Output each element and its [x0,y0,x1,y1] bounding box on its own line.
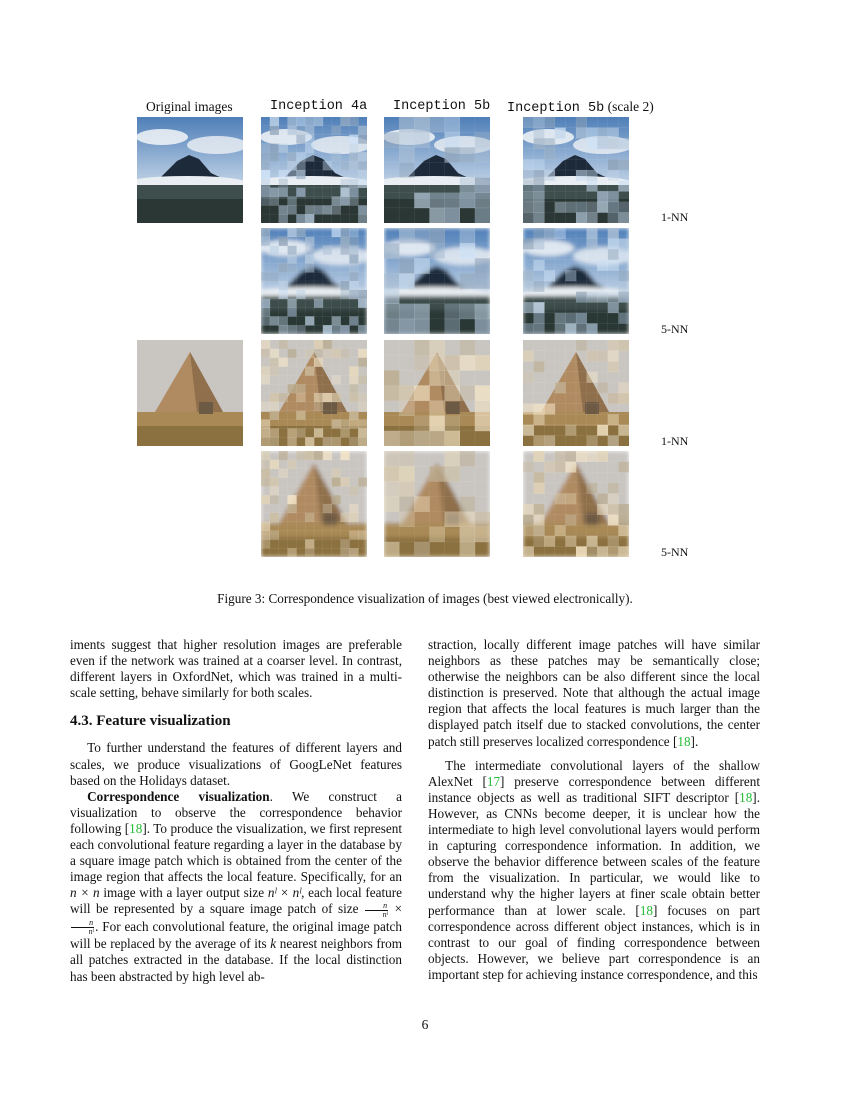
math-fraction [365,902,388,919]
pyramid-inception-5b-5nn [384,451,490,557]
figure-column-header-inception-5b: Inception 5b [393,99,491,114]
column-header-layer: Inception 5b [507,101,605,116]
citation-link[interactable]: 18 [639,902,654,918]
text-run: image with a layer output size [99,885,268,901]
paragraph-intro: To further understand the features of different layers and scales, we produce visualizations of GoogLeNet features based on the Holidays dataset. [70,740,402,788]
row-label-mountain-5nn: 5-NN [661,322,689,336]
left-column [70,637,402,985]
paragraph-correspondence [70,789,402,985]
mountain-inception-4a-1nn [261,117,367,223]
page-number: 6 [421,1017,429,1032]
pyramid-inception-5b-1nn [384,340,490,446]
math-times: × [394,901,402,917]
text-run: straction, locally different image patches will have similar neighbors as these patches may be semantically close; otherwise the neighbors can be also different since the local distinction is preserved. Note that although the actual image region that affects the local features is much larger than the displayed patch itself due to stacked convolutions, the center patch still preserves localized correspondence [ [428,637,760,749]
citation-link[interactable]: 18 [739,789,753,805]
math-inline: n × n [70,885,100,901]
mountain-inception-5b-1nn [384,117,490,223]
row-label-pyramid-5nn: 5-NN [661,545,689,559]
paragraph-alexnet [428,758,760,983]
citation-link[interactable]: 18 [677,733,691,749]
mountain-inception-4a-5nn [261,228,367,334]
text-run: , each local feature will be represented by a square image patch of size [70,885,402,917]
fraction-denominator: nˡ [88,927,94,937]
math-inline: k [270,936,277,952]
fraction-numerator: n [71,919,94,928]
text-run: ] focuses on part correspondence across different object instances, which is in contrast to our goal of finding correspondence between objects. However, we believe part correspondence is an important step for achieving instance correspondence, and this [428,902,760,982]
text-run: ]. To produce the visualization, we first represent each convolutional feature regarding a layer in the database by a square image patch which is obtained from the center of the image region that affects the local feature. Specifically, for an [70,820,402,885]
mountain-inception-5b-scale2-5nn [523,228,629,334]
text-run: nearest neighbors from all patches extracted in the database. If the local distinction has been abstracted by high level ab- [70,936,402,984]
run-in-heading: Correspondence visualization [87,788,270,804]
mountain-inception-5b-scale2-1nn [523,117,629,223]
row-label-mountain-1nn: 1-NN [661,210,689,224]
figure-column-header-inception-5b-scale2 [507,99,654,116]
citation-link[interactable]: 17 [486,773,501,789]
paragraph-continuation: iments suggest that higher resolution images are preferable even if the network was trained at a coarser level. In contrast, different layers in OxfordNet, which was trained in a multi-scale setting, behave similarly for both scales. [70,637,402,701]
citation-link[interactable]: 18 [129,820,143,836]
section-heading: 4.3. Feature visualization [70,713,231,730]
text-run: . We construct a visualization to observe the correspondence behavior following [ [70,788,403,836]
text-run: . For each convolutional feature, the original image patch will be replaced by the average of its [70,918,402,952]
pyramid-inception-5b-scale2-1nn [523,340,629,446]
text-run: ]. However, as CNNs become deeper, it is unclear how the intermediate to high level convolutional layers would perform in capturing correspondence information. In addition, we observe the behavior difference between scales of the feature from the visualization. In particular, we would like to understand why the higher layers at finer scale obtain better performance than at lower scale. [ [428,789,760,918]
fraction-denominator: nˡ [382,909,388,919]
fraction-numerator: n [365,902,388,911]
figure-column-header-original: Original images [146,99,233,114]
right-column [428,637,760,983]
math-fraction [71,919,94,936]
pyramid-inception-4a-5nn [261,451,367,557]
pyramid-inception-5b-scale2-5nn [523,451,629,557]
paragraph-continuation [428,637,760,750]
column-header-suffix: (scale 2) [607,99,654,114]
row-label-pyramid-1nn: 1-NN [661,434,689,448]
mountain-inception-5b-5nn [384,228,490,334]
original-image-pyramid [137,340,243,446]
text-run: ]. [690,733,699,749]
text-run: The intermediate convolutional layers of the shallow AlexNet [ [428,757,760,789]
figure-column-header-inception-4a: Inception 4a [270,99,368,114]
math-inline: nˡ × nˡ [267,885,302,901]
pyramid-inception-4a-1nn [261,340,367,446]
original-image-mountain [137,117,243,223]
text-run: ] preserve correspondence between different instance objects as well as traditional SIFT descriptor [ [428,773,760,805]
figure-caption: Figure 3: Correspondence visualization of images (best viewed electronically). [217,591,633,606]
